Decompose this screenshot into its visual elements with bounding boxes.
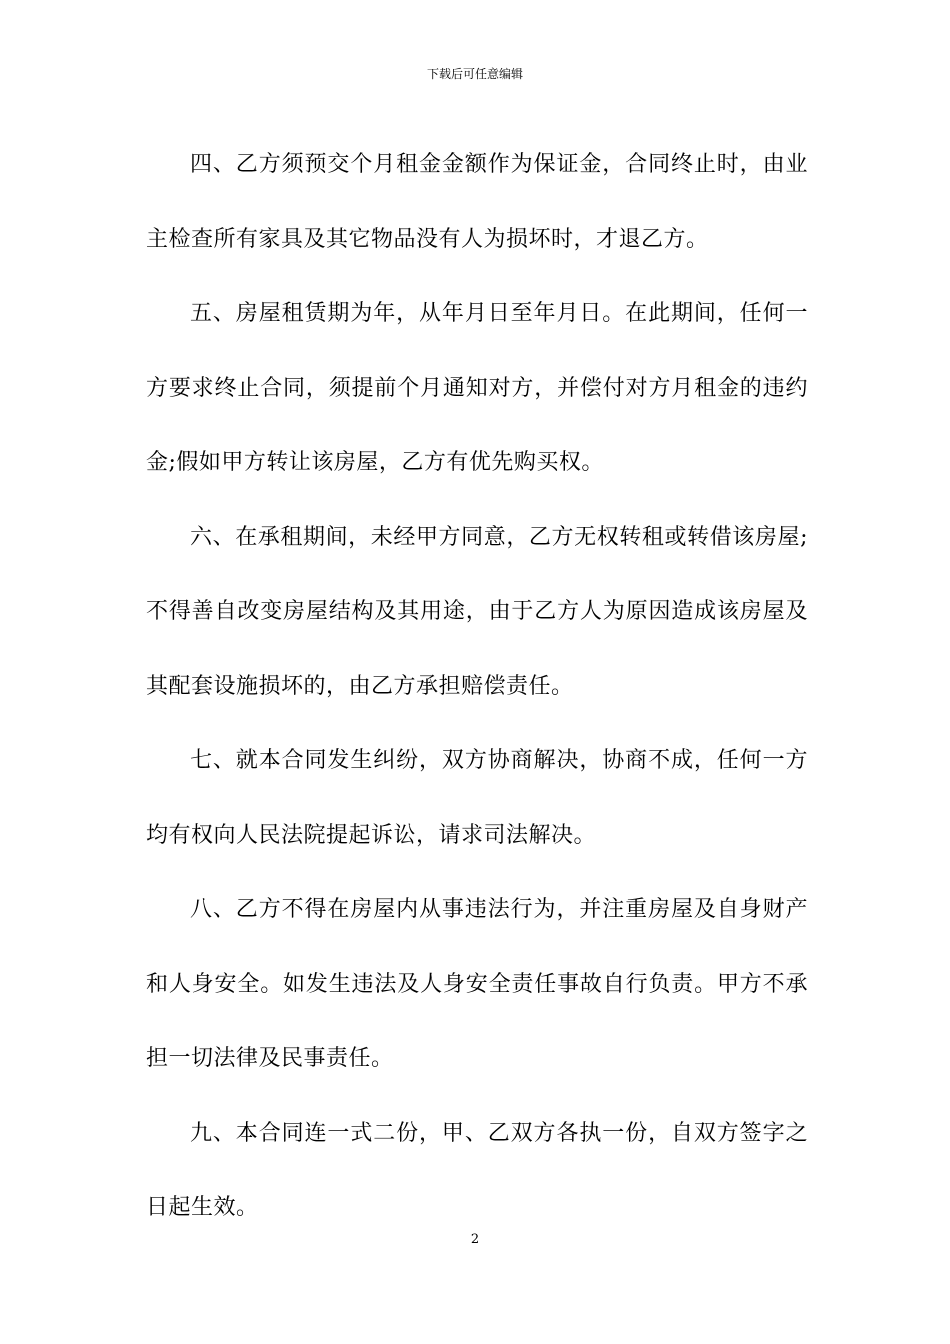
clause-7-paragraph: 七、就本合同发生纠纷，双方协商解决，协商不成，任何一方均有权向人民法院提起诉讼，请求司法解决。 <box>146 748 808 848</box>
page-number: 2 <box>470 1232 480 1247</box>
clause-8-paragraph: 八、乙方不得在房屋内从事违法行为，并注重房屋及自身财产和人身安全。如发生违法及人身安全责任事故自行负责。甲方不承担一切法律及民事责任。 <box>146 897 808 1071</box>
clause-5-paragraph: 五、房屋租赁期为年，从年月日至年月日。在此期间，任何一方要求终止合同，须提前个月通知对方，并偿付对方月租金的违约金;假如甲方转让该房屋，乙方有优先购买权。 <box>146 301 808 475</box>
clause-9-paragraph: 九、本合同连一式二份，甲、乙双方各执一份，自双方签字之日起生效。 <box>146 1120 808 1220</box>
document-body <box>146 128 808 1246</box>
page-header-note: 下载后可任意编辑 <box>426 67 523 81</box>
clause-4-paragraph: 四、乙方须预交个月租金金额作为保证金，合同终止时，由业主检查所有家具及其它物品没有人为损坏时，才退乙方。 <box>146 152 808 252</box>
clause-6-paragraph: 六、在承租期间，未经甲方同意，乙方无权转租或转借该房屋;不得善自改变房屋结构及其用途，由于乙方人为原因造成该房屋及其配套设施损坏的，由乙方承担赔偿责任。 <box>146 524 808 699</box>
